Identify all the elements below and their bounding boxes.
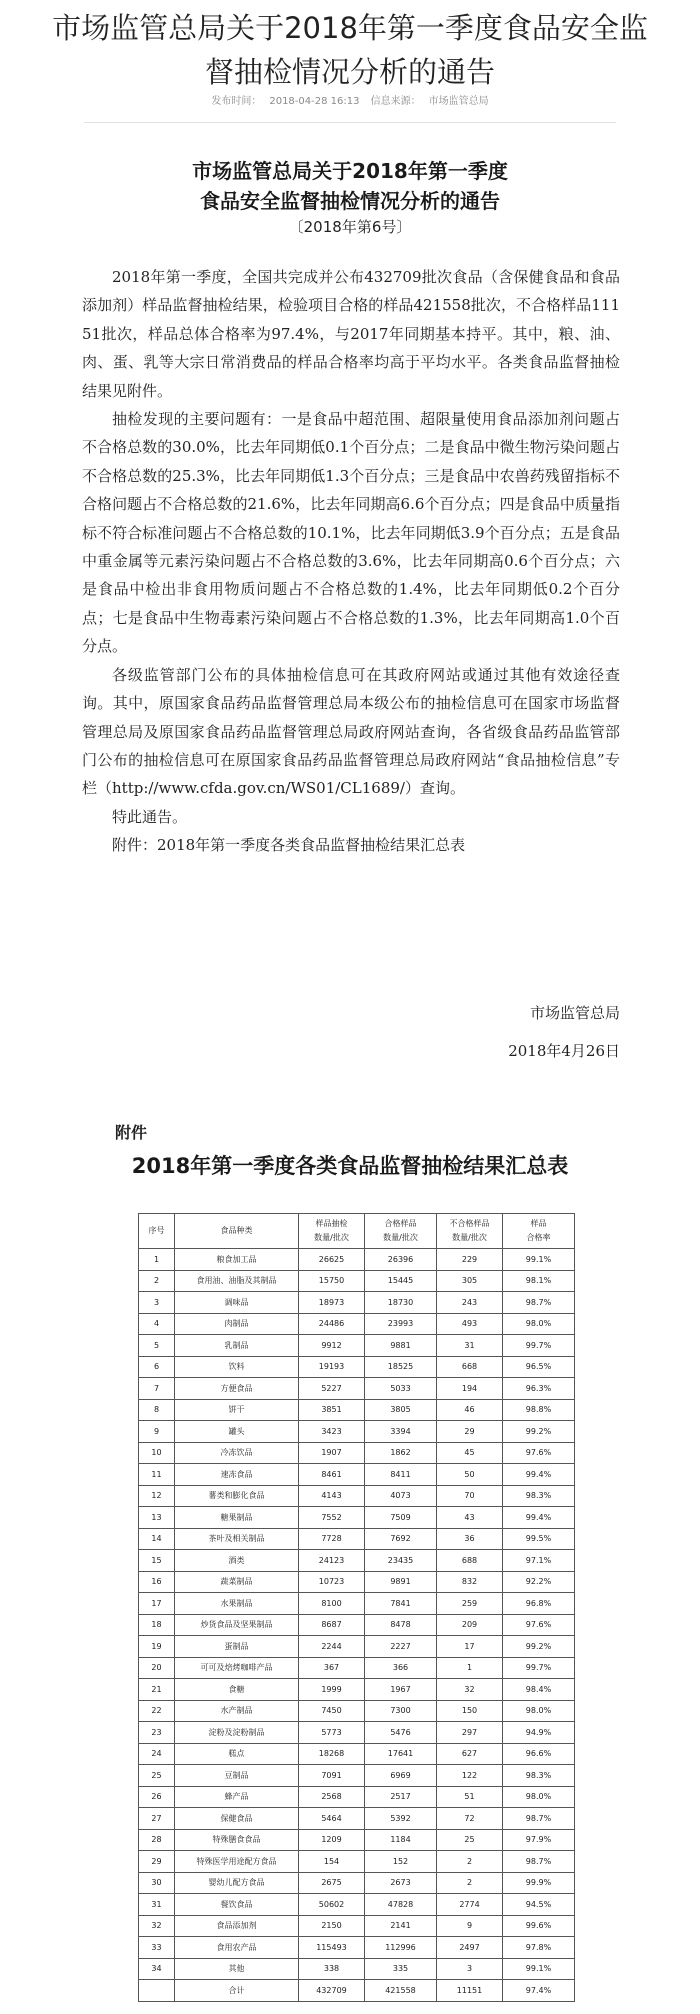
cell-pass-rate: 97.6% bbox=[503, 1442, 575, 1464]
cell-qualified-count: 9881 bbox=[365, 1335, 437, 1357]
table-row bbox=[139, 1399, 575, 1421]
meta-divider bbox=[84, 122, 616, 123]
cell-qualified-count: 1184 bbox=[365, 1829, 437, 1851]
cell-sample-count: 7728 bbox=[299, 1528, 365, 1550]
cell-pass-rate: 98.4% bbox=[503, 1679, 575, 1701]
cell-no: 24 bbox=[139, 1743, 175, 1765]
cell-pass-rate: 99.2% bbox=[503, 1421, 575, 1443]
cell-pass-rate: 96.6% bbox=[503, 1743, 575, 1765]
publish-time: 2018-04-28 16:13 bbox=[269, 96, 360, 107]
cell-no: 11 bbox=[139, 1464, 175, 1486]
cell-unqualified-count: 150 bbox=[437, 1700, 503, 1722]
cell-category: 茶叶及相关制品 bbox=[175, 1528, 299, 1550]
cell-pass-rate: 98.0% bbox=[503, 1700, 575, 1722]
cell-no: 8 bbox=[139, 1399, 175, 1421]
cell-sample-count: 1209 bbox=[299, 1829, 365, 1851]
cell-sample-count: 367 bbox=[299, 1657, 365, 1679]
cell-sample-count: 4143 bbox=[299, 1485, 365, 1507]
cell-pass-rate: 99.4% bbox=[503, 1464, 575, 1486]
cell-no: 18 bbox=[139, 1614, 175, 1636]
cell-no: 22 bbox=[139, 1700, 175, 1722]
table-row bbox=[139, 1571, 575, 1593]
document-number: 〔2018年第6号〕 bbox=[288, 218, 412, 236]
cell-category: 粮食加工品 bbox=[175, 1249, 299, 1271]
cell-category: 罐头 bbox=[175, 1421, 299, 1443]
signature-date: 2018年4月26日 bbox=[508, 1042, 620, 1060]
cell-category: 水产制品 bbox=[175, 1700, 299, 1722]
cell-category: 冷冻饮品 bbox=[175, 1442, 299, 1464]
cell-sample-count: 432709 bbox=[299, 1980, 365, 2002]
cell-pass-rate: 97.4% bbox=[503, 1980, 575, 2002]
table-row bbox=[139, 1614, 575, 1636]
cell-pass-rate: 99.7% bbox=[503, 1335, 575, 1357]
table-row bbox=[139, 1829, 575, 1851]
cell-sample-count: 18973 bbox=[299, 1292, 365, 1314]
cell-no: 4 bbox=[139, 1313, 175, 1335]
cell-pass-rate: 97.1% bbox=[503, 1550, 575, 1572]
cell-pass-rate: 98.0% bbox=[503, 1786, 575, 1808]
cell-pass-rate: 99.6% bbox=[503, 1915, 575, 1937]
cell-unqualified-count: 122 bbox=[437, 1765, 503, 1787]
cell-sample-count: 7091 bbox=[299, 1765, 365, 1787]
cell-no: 2 bbox=[139, 1270, 175, 1292]
cell-no: 20 bbox=[139, 1657, 175, 1679]
cell-pass-rate: 99.1% bbox=[503, 1249, 575, 1271]
paragraph-problems: 抽检发现的主要问题有：一是食品中超范围、超限量使用食品添加剂问题占不合格总数的30.0%，比去年同期低0.1个百分点；二是食品中微生物污染问题占不合格总数的25.3%，比去年同期低1.3个百分点；三是食品中农兽药残留指标不合格问题占不合格总数的21.6%，比去年同期高6.6个百分点；四是食品中质量指标不符合标准问题占不合格总数的10.1%，比去年同期低3.9个百分点；五是食品中重金属等元素污染问题占不合格总数的3.6%，比去年同期高0.6个百分点；六是食品中检出非食用物质问题占不合格总数的1.4%，比去年同期低0.2个百分点；七是食品中生物毒素污染问题占不合格总数的1.3%，比去年同期高1.0个百分点。 bbox=[82, 410, 620, 656]
cell-no: 5 bbox=[139, 1335, 175, 1357]
cell-unqualified-count: 2497 bbox=[437, 1937, 503, 1959]
table-row bbox=[139, 1636, 575, 1658]
cell-qualified-count: 4073 bbox=[365, 1485, 437, 1507]
cell-no: 28 bbox=[139, 1829, 175, 1851]
cell-qualified-count: 18525 bbox=[365, 1356, 437, 1378]
cell-no: 30 bbox=[139, 1872, 175, 1894]
cell-unqualified-count: 297 bbox=[437, 1722, 503, 1744]
cell-pass-rate: 97.6% bbox=[503, 1614, 575, 1636]
cell-pass-rate: 99.1% bbox=[503, 1958, 575, 1980]
table-row bbox=[139, 1786, 575, 1808]
cell-qualified-count: 1967 bbox=[365, 1679, 437, 1701]
cell-qualified-count: 421558 bbox=[365, 1980, 437, 2002]
cell-unqualified-count: 688 bbox=[437, 1550, 503, 1572]
document-title-line-1: 市场监管总局关于2018年第一季度 bbox=[192, 159, 508, 183]
cell-category: 蔬菜制品 bbox=[175, 1571, 299, 1593]
cell-category: 薯类和膨化食品 bbox=[175, 1485, 299, 1507]
cell-qualified-count: 26396 bbox=[365, 1249, 437, 1271]
cell-no: 7 bbox=[139, 1378, 175, 1400]
cell-pass-rate: 98.1% bbox=[503, 1270, 575, 1292]
cell-unqualified-count: 305 bbox=[437, 1270, 503, 1292]
paragraph-attachment-ref: 附件：2018年第一季度各类食品监督抽检结果汇总表 bbox=[112, 836, 466, 855]
table-header-row bbox=[139, 1214, 575, 1249]
table-row bbox=[139, 1485, 575, 1507]
cell-category: 酒类 bbox=[175, 1550, 299, 1572]
cell-qualified-count: 2673 bbox=[365, 1872, 437, 1894]
cell-pass-rate: 94.9% bbox=[503, 1722, 575, 1744]
cell-sample-count: 15750 bbox=[299, 1270, 365, 1292]
table-row bbox=[139, 1292, 575, 1314]
cell-unqualified-count: 9 bbox=[437, 1915, 503, 1937]
summary-table bbox=[138, 1213, 575, 2002]
cell-pass-rate: 99.4% bbox=[503, 1507, 575, 1529]
cell-sample-count: 24486 bbox=[299, 1313, 365, 1335]
cell-sample-count: 5464 bbox=[299, 1808, 365, 1830]
cell-no: 16 bbox=[139, 1571, 175, 1593]
cell-category: 蜂产品 bbox=[175, 1786, 299, 1808]
cell-qualified-count: 47828 bbox=[365, 1894, 437, 1916]
cell-sample-count: 338 bbox=[299, 1958, 365, 1980]
cell-unqualified-count: 3 bbox=[437, 1958, 503, 1980]
document-body bbox=[82, 263, 620, 860]
cell-qualified-count: 9891 bbox=[365, 1571, 437, 1593]
cell-qualified-count: 8411 bbox=[365, 1464, 437, 1486]
cell-category: 水果制品 bbox=[175, 1593, 299, 1615]
cell-category: 方便食品 bbox=[175, 1378, 299, 1400]
cell-pass-rate: 98.7% bbox=[503, 1292, 575, 1314]
table-row bbox=[139, 1270, 575, 1292]
cell-category: 保健食品 bbox=[175, 1808, 299, 1830]
cell-pass-rate: 92.2% bbox=[503, 1571, 575, 1593]
cell-unqualified-count: 43 bbox=[437, 1507, 503, 1529]
cell-qualified-count: 5476 bbox=[365, 1722, 437, 1744]
cell-category: 肉制品 bbox=[175, 1313, 299, 1335]
table-row bbox=[139, 1528, 575, 1550]
table-row bbox=[139, 1507, 575, 1529]
cell-no: 17 bbox=[139, 1593, 175, 1615]
cell-no: 29 bbox=[139, 1851, 175, 1873]
cell-unqualified-count: 229 bbox=[437, 1249, 503, 1271]
cell-no: 19 bbox=[139, 1636, 175, 1658]
cell-no: 31 bbox=[139, 1894, 175, 1916]
cell-pass-rate: 98.8% bbox=[503, 1399, 575, 1421]
cell-category: 可可及焙烤咖啡产品 bbox=[175, 1657, 299, 1679]
cell-pass-rate: 97.9% bbox=[503, 1829, 575, 1851]
cell-qualified-count: 7509 bbox=[365, 1507, 437, 1529]
cell-unqualified-count: 627 bbox=[437, 1743, 503, 1765]
cell-no bbox=[139, 1980, 175, 2002]
cell-category: 速冻食品 bbox=[175, 1464, 299, 1486]
cell-qualified-count: 8478 bbox=[365, 1614, 437, 1636]
cell-pass-rate: 99.2% bbox=[503, 1636, 575, 1658]
cell-category: 炒货食品及坚果制品 bbox=[175, 1614, 299, 1636]
cell-category: 婴幼儿配方食品 bbox=[175, 1872, 299, 1894]
cell-category: 饮料 bbox=[175, 1356, 299, 1378]
cell-no: 26 bbox=[139, 1786, 175, 1808]
cell-qualified-count: 3394 bbox=[365, 1421, 437, 1443]
document-title bbox=[0, 156, 700, 216]
cell-no: 34 bbox=[139, 1958, 175, 1980]
cell-pass-rate: 96.8% bbox=[503, 1593, 575, 1615]
cell-no: 33 bbox=[139, 1937, 175, 1959]
paragraph-overview: 2018年第一季度，全国共完成并公布432709批次食品（含保健食品和食品添加剂）样品监督抽检结果，检验项目合格的样品421558批次，不合格样品11151批次，样品总体合格率为97.4%，与2017年同期基本持平。其中，粮、油、肉、蛋、乳等大宗日常消费品的样品合格率均高于平均水平。各类食品监督抽检结果见附件。 bbox=[82, 268, 620, 400]
cell-unqualified-count: 32 bbox=[437, 1679, 503, 1701]
table-row bbox=[139, 1894, 575, 1916]
cell-category: 合计 bbox=[175, 1980, 299, 2002]
cell-pass-rate: 98.3% bbox=[503, 1485, 575, 1507]
table-row bbox=[139, 1679, 575, 1701]
cell-pass-rate: 94.5% bbox=[503, 1894, 575, 1916]
cell-qualified-count: 335 bbox=[365, 1958, 437, 1980]
cell-pass-rate: 98.0% bbox=[503, 1313, 575, 1335]
cell-unqualified-count: 11151 bbox=[437, 1980, 503, 2002]
cell-sample-count: 8461 bbox=[299, 1464, 365, 1486]
header-unqualified: 不合格样品 数量/批次 bbox=[437, 1214, 503, 1249]
cell-category: 蛋制品 bbox=[175, 1636, 299, 1658]
cell-qualified-count: 1862 bbox=[365, 1442, 437, 1464]
cell-pass-rate: 98.7% bbox=[503, 1808, 575, 1830]
cell-category: 糖果制品 bbox=[175, 1507, 299, 1529]
cell-sample-count: 8100 bbox=[299, 1593, 365, 1615]
cell-category: 糕点 bbox=[175, 1743, 299, 1765]
cell-unqualified-count: 72 bbox=[437, 1808, 503, 1830]
paragraph-query-info: 各级监管部门公布的具体抽检信息可在其政府网站或通过其他有效途径查询。其中，原国家食品药品监督管理总局本级公布的抽检信息可在国家市场监督管理总局及原国家食品药品监督管理总局政府网站查询，各省级食品药品监管部门公布的抽检信息可在原国家食品药品监督管理总局政府网站“食品抽检信息”专栏（http://www.cfda.gov.cn/WS01/CL1689/）查询。 bbox=[82, 665, 620, 798]
header-rate: 样品 合格率 bbox=[503, 1214, 575, 1249]
cell-sample-count: 3851 bbox=[299, 1399, 365, 1421]
cell-sample-count: 50602 bbox=[299, 1894, 365, 1916]
paragraph-notice: 特此通告。 bbox=[112, 807, 188, 826]
cell-category: 特殊膳食食品 bbox=[175, 1829, 299, 1851]
cell-no: 13 bbox=[139, 1507, 175, 1529]
cell-category: 其他 bbox=[175, 1958, 299, 1980]
cell-no: 25 bbox=[139, 1765, 175, 1787]
cell-pass-rate: 98.3% bbox=[503, 1765, 575, 1787]
cell-qualified-count: 7692 bbox=[365, 1528, 437, 1550]
cell-qualified-count: 23435 bbox=[365, 1550, 437, 1572]
cell-category: 豆制品 bbox=[175, 1765, 299, 1787]
table-row bbox=[139, 1851, 575, 1873]
table-row bbox=[139, 1937, 575, 1959]
cell-sample-count: 5227 bbox=[299, 1378, 365, 1400]
cell-qualified-count: 5392 bbox=[365, 1808, 437, 1830]
header-sample-count: 样品抽检 数量/批次 bbox=[299, 1214, 365, 1249]
header-qualified: 合格样品 数量/批次 bbox=[365, 1214, 437, 1249]
cell-unqualified-count: 2 bbox=[437, 1872, 503, 1894]
cell-pass-rate: 99.7% bbox=[503, 1657, 575, 1679]
cell-category: 饼干 bbox=[175, 1399, 299, 1421]
cell-category: 食糖 bbox=[175, 1679, 299, 1701]
cell-sample-count: 26625 bbox=[299, 1249, 365, 1271]
cell-unqualified-count: 209 bbox=[437, 1614, 503, 1636]
table-row bbox=[139, 1335, 575, 1357]
cell-sample-count: 18268 bbox=[299, 1743, 365, 1765]
cell-sample-count: 24123 bbox=[299, 1550, 365, 1572]
cell-qualified-count: 23993 bbox=[365, 1313, 437, 1335]
cell-qualified-count: 18730 bbox=[365, 1292, 437, 1314]
cell-category: 乳制品 bbox=[175, 1335, 299, 1357]
cell-no: 1 bbox=[139, 1249, 175, 1271]
cell-qualified-count: 7300 bbox=[365, 1700, 437, 1722]
cell-unqualified-count: 668 bbox=[437, 1356, 503, 1378]
cell-unqualified-count: 243 bbox=[437, 1292, 503, 1314]
cell-sample-count: 10723 bbox=[299, 1571, 365, 1593]
cell-sample-count: 115493 bbox=[299, 1937, 365, 1959]
cell-sample-count: 7552 bbox=[299, 1507, 365, 1529]
source-label: 信息来源： bbox=[370, 96, 421, 107]
cell-qualified-count: 5033 bbox=[365, 1378, 437, 1400]
cell-pass-rate: 97.8% bbox=[503, 1937, 575, 1959]
cell-qualified-count: 15445 bbox=[365, 1270, 437, 1292]
cell-unqualified-count: 259 bbox=[437, 1593, 503, 1615]
cell-pass-rate: 96.3% bbox=[503, 1378, 575, 1400]
cell-sample-count: 2244 bbox=[299, 1636, 365, 1658]
cell-sample-count: 1999 bbox=[299, 1679, 365, 1701]
table-row bbox=[139, 1442, 575, 1464]
cell-qualified-count: 3805 bbox=[365, 1399, 437, 1421]
cell-category: 食品添加剂 bbox=[175, 1915, 299, 1937]
table-row bbox=[139, 1657, 575, 1679]
cell-qualified-count: 112996 bbox=[365, 1937, 437, 1959]
cell-pass-rate: 96.5% bbox=[503, 1356, 575, 1378]
cell-pass-rate: 99.9% bbox=[503, 1872, 575, 1894]
cell-unqualified-count: 194 bbox=[437, 1378, 503, 1400]
cell-unqualified-count: 31 bbox=[437, 1335, 503, 1357]
cell-unqualified-count: 36 bbox=[437, 1528, 503, 1550]
cell-qualified-count: 2141 bbox=[365, 1915, 437, 1937]
table-row bbox=[139, 1872, 575, 1894]
cell-unqualified-count: 1 bbox=[437, 1657, 503, 1679]
cell-category: 餐饮食品 bbox=[175, 1894, 299, 1916]
cell-qualified-count: 7841 bbox=[365, 1593, 437, 1615]
cell-pass-rate: 98.7% bbox=[503, 1851, 575, 1873]
document-title-line-2: 食品安全监督抽检情况分析的通告 bbox=[200, 189, 500, 213]
cell-qualified-count: 2517 bbox=[365, 1786, 437, 1808]
publish-time-label: 发布时间： bbox=[211, 96, 262, 107]
cell-no: 15 bbox=[139, 1550, 175, 1572]
cell-category: 食用油、油脂及其制品 bbox=[175, 1270, 299, 1292]
cell-no: 3 bbox=[139, 1292, 175, 1314]
table-row bbox=[139, 1550, 575, 1572]
cell-sample-count: 9912 bbox=[299, 1335, 365, 1357]
cell-category: 特殊医学用途配方食品 bbox=[175, 1851, 299, 1873]
cell-unqualified-count: 50 bbox=[437, 1464, 503, 1486]
cell-sample-count: 1907 bbox=[299, 1442, 365, 1464]
cell-unqualified-count: 45 bbox=[437, 1442, 503, 1464]
cell-unqualified-count: 2774 bbox=[437, 1894, 503, 1916]
cell-no: 21 bbox=[139, 1679, 175, 1701]
cell-unqualified-count: 70 bbox=[437, 1485, 503, 1507]
cell-qualified-count: 6969 bbox=[365, 1765, 437, 1787]
cell-sample-count: 8687 bbox=[299, 1614, 365, 1636]
cell-sample-count: 154 bbox=[299, 1851, 365, 1873]
cell-qualified-count: 17641 bbox=[365, 1743, 437, 1765]
cell-category: 调味品 bbox=[175, 1292, 299, 1314]
attachment-title: 2018年第一季度各类食品监督抽检结果汇总表 bbox=[131, 1154, 569, 1178]
cell-no: 10 bbox=[139, 1442, 175, 1464]
cell-category: 食用农产品 bbox=[175, 1937, 299, 1959]
cell-no: 6 bbox=[139, 1356, 175, 1378]
table-row bbox=[139, 1356, 575, 1378]
cell-unqualified-count: 29 bbox=[437, 1421, 503, 1443]
header-no: 序号 bbox=[139, 1214, 175, 1249]
source-value: 市场监管总局 bbox=[428, 96, 489, 107]
cell-unqualified-count: 832 bbox=[437, 1571, 503, 1593]
header-category: 食品种类 bbox=[175, 1214, 299, 1249]
cell-no: 27 bbox=[139, 1808, 175, 1830]
cell-unqualified-count: 51 bbox=[437, 1786, 503, 1808]
table-row bbox=[139, 1958, 575, 1980]
table-row bbox=[139, 1593, 575, 1615]
cell-unqualified-count: 2 bbox=[437, 1851, 503, 1873]
cell-sample-count: 2150 bbox=[299, 1915, 365, 1937]
table-row bbox=[139, 1765, 575, 1787]
cell-pass-rate: 99.5% bbox=[503, 1528, 575, 1550]
table-row bbox=[139, 1313, 575, 1335]
table-row bbox=[139, 1249, 575, 1271]
signature: 市场监管总局 bbox=[529, 1004, 620, 1022]
table-total-row bbox=[139, 1980, 575, 2002]
table-row bbox=[139, 1808, 575, 1830]
cell-no: 23 bbox=[139, 1722, 175, 1744]
cell-sample-count: 3423 bbox=[299, 1421, 365, 1443]
cell-no: 32 bbox=[139, 1915, 175, 1937]
cell-sample-count: 5773 bbox=[299, 1722, 365, 1744]
cell-sample-count: 19193 bbox=[299, 1356, 365, 1378]
table-row bbox=[139, 1915, 575, 1937]
table-row bbox=[139, 1700, 575, 1722]
cell-sample-count: 2568 bbox=[299, 1786, 365, 1808]
cell-no: 14 bbox=[139, 1528, 175, 1550]
cell-no: 9 bbox=[139, 1421, 175, 1443]
cell-qualified-count: 366 bbox=[365, 1657, 437, 1679]
cell-unqualified-count: 46 bbox=[437, 1399, 503, 1421]
cell-category: 淀粉及淀粉制品 bbox=[175, 1722, 299, 1744]
cell-unqualified-count: 493 bbox=[437, 1313, 503, 1335]
table-row bbox=[139, 1722, 575, 1744]
cell-unqualified-count: 17 bbox=[437, 1636, 503, 1658]
table-row bbox=[139, 1421, 575, 1443]
page-title: 市场监管总局关于2018年第一季度食品安全监督抽检情况分析的通告 bbox=[52, 11, 648, 89]
cell-sample-count: 2675 bbox=[299, 1872, 365, 1894]
cell-sample-count: 7450 bbox=[299, 1700, 365, 1722]
publish-meta bbox=[0, 92, 700, 107]
table-row bbox=[139, 1378, 575, 1400]
cell-qualified-count: 2227 bbox=[365, 1636, 437, 1658]
table-row bbox=[139, 1743, 575, 1765]
attachment-label: 附件 bbox=[115, 1123, 148, 1142]
cell-no: 12 bbox=[139, 1485, 175, 1507]
cell-qualified-count: 152 bbox=[365, 1851, 437, 1873]
cell-unqualified-count: 25 bbox=[437, 1829, 503, 1851]
table-row bbox=[139, 1464, 575, 1486]
